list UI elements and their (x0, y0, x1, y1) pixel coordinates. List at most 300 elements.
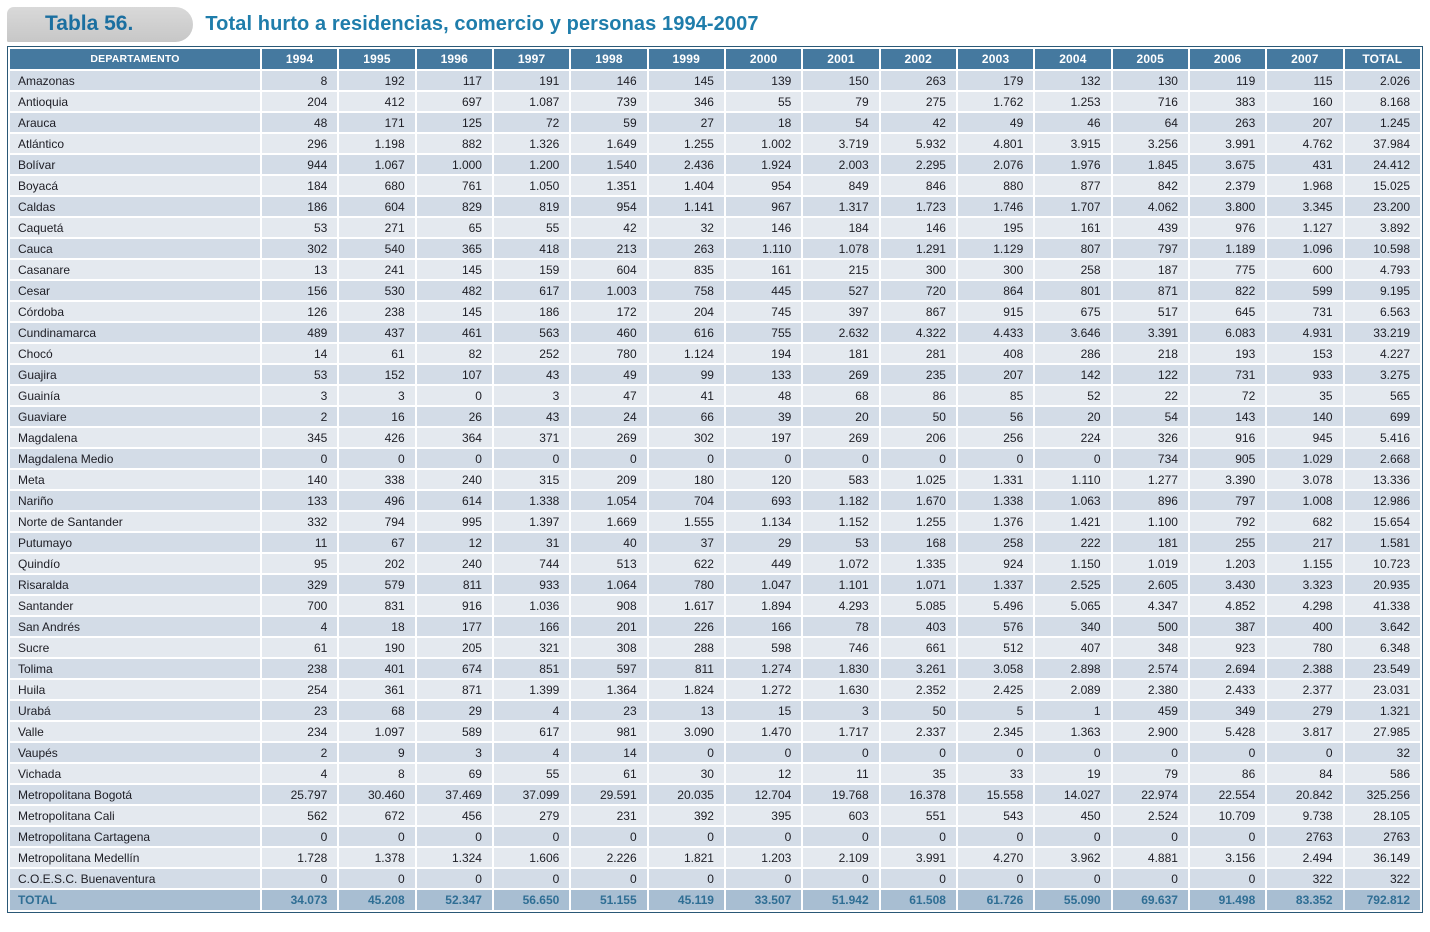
value-cell: 364 (417, 428, 492, 447)
value-cell: 461 (417, 323, 492, 342)
value-cell: 23.549 (1345, 659, 1420, 678)
value-cell: 4.270 (958, 848, 1033, 867)
value-cell: 1.087 (494, 92, 569, 111)
value-cell: 0 (649, 743, 724, 762)
value-cell: 238 (262, 659, 337, 678)
value-cell: 933 (1267, 365, 1342, 384)
value-cell: 0 (417, 386, 492, 405)
table-row (10, 176, 1420, 195)
value-cell: 563 (494, 323, 569, 342)
value-cell: 23.031 (1345, 680, 1420, 699)
value-cell: 2763 (1345, 827, 1420, 846)
department-cell: Casanare (10, 260, 260, 279)
value-cell: 1.274 (726, 659, 801, 678)
value-cell: 326 (1113, 428, 1188, 447)
value-cell: 3.345 (1267, 197, 1342, 216)
value-cell: 322 (1267, 869, 1342, 888)
value-cell: 924 (958, 554, 1033, 573)
department-cell: Meta (10, 470, 260, 489)
department-cell: Arauca (10, 113, 260, 132)
value-cell: 258 (1035, 260, 1110, 279)
department-cell: Cauca (10, 239, 260, 258)
value-cell: 460 (571, 323, 646, 342)
value-cell: 240 (417, 554, 492, 573)
value-cell: 604 (571, 260, 646, 279)
value-cell: 15.558 (958, 785, 1033, 804)
value-cell: 1.364 (571, 680, 646, 699)
value-cell: 12 (726, 764, 801, 783)
value-cell: 540 (339, 239, 414, 258)
value-cell: 54 (1113, 407, 1188, 426)
value-cell: 2763 (1267, 827, 1342, 846)
department-cell: Bolívar (10, 155, 260, 174)
value-cell: 32 (649, 218, 724, 237)
value-cell: 27.985 (1345, 722, 1420, 741)
value-cell: 456 (417, 806, 492, 825)
value-cell: 145 (417, 302, 492, 321)
value-cell: 0 (1035, 449, 1110, 468)
value-cell: 43 (494, 407, 569, 426)
value-cell: 0 (339, 827, 414, 846)
value-cell: 15.654 (1345, 512, 1420, 531)
value-cell: 1.253 (1035, 92, 1110, 111)
value-cell: 0 (1113, 827, 1188, 846)
value-cell: 1.670 (881, 491, 956, 510)
value-cell: 9 (339, 743, 414, 762)
value-cell: 4.293 (803, 596, 878, 615)
value-cell: 1.331 (958, 470, 1033, 489)
value-cell: 42 (881, 113, 956, 132)
column-header: 2007 (1267, 49, 1342, 69)
value-cell: 1.821 (649, 848, 724, 867)
value-cell: 496 (339, 491, 414, 510)
column-header: 2004 (1035, 49, 1110, 69)
department-cell: Caldas (10, 197, 260, 216)
value-cell: 0 (726, 869, 801, 888)
value-cell: 209 (571, 470, 646, 489)
value-cell: 49 (958, 113, 1033, 132)
table-row (10, 260, 1420, 279)
value-cell: 4.801 (958, 134, 1033, 153)
value-cell: 0 (262, 869, 337, 888)
value-cell: 387 (1190, 617, 1265, 636)
value-cell: 3 (339, 386, 414, 405)
value-cell: 156 (262, 281, 337, 300)
value-cell: 117 (417, 71, 492, 90)
value-cell: 1.000 (417, 155, 492, 174)
table-row (10, 239, 1420, 258)
value-cell: 822 (1190, 281, 1265, 300)
value-cell: 1.968 (1267, 176, 1342, 195)
value-cell: 329 (262, 575, 337, 594)
value-cell: 3.430 (1190, 575, 1265, 594)
value-cell: 1.845 (1113, 155, 1188, 174)
value-cell: 0 (958, 743, 1033, 762)
value-cell: 161 (726, 260, 801, 279)
value-cell: 1.101 (803, 575, 878, 594)
value-cell: 1.150 (1035, 554, 1110, 573)
value-cell: 2.003 (803, 155, 878, 174)
total-value-cell: 55.090 (1035, 890, 1110, 910)
value-cell: 797 (1113, 239, 1188, 258)
value-cell: 4.062 (1113, 197, 1188, 216)
table-row (10, 575, 1420, 594)
value-cell: 2.574 (1113, 659, 1188, 678)
value-cell: 27 (649, 113, 724, 132)
value-cell: 704 (649, 491, 724, 510)
value-cell: 66 (649, 407, 724, 426)
value-cell: 213 (571, 239, 646, 258)
value-cell: 300 (881, 260, 956, 279)
department-cell: Huila (10, 680, 260, 699)
value-cell: 1.606 (494, 848, 569, 867)
value-cell: 0 (339, 449, 414, 468)
value-cell: 2.379 (1190, 176, 1265, 195)
department-cell: Santander (10, 596, 260, 615)
value-cell: 365 (417, 239, 492, 258)
value-cell: 275 (881, 92, 956, 111)
value-cell: 0 (571, 869, 646, 888)
value-cell: 954 (726, 176, 801, 195)
value-cell: 0 (803, 827, 878, 846)
value-cell: 11 (803, 764, 878, 783)
value-cell: 1.728 (262, 848, 337, 867)
value-cell: 867 (881, 302, 956, 321)
value-cell: 908 (571, 596, 646, 615)
value-cell: 811 (649, 659, 724, 678)
value-cell: 2.605 (1113, 575, 1188, 594)
value-cell: 792 (1190, 512, 1265, 531)
value-cell: 28.105 (1345, 806, 1420, 825)
table-row (10, 407, 1420, 426)
value-cell: 459 (1113, 701, 1188, 720)
value-cell: 82 (417, 344, 492, 363)
value-cell: 1.198 (339, 134, 414, 153)
value-cell: 395 (726, 806, 801, 825)
value-cell: 604 (339, 197, 414, 216)
value-cell: 30 (649, 764, 724, 783)
value-cell: 3.256 (1113, 134, 1188, 153)
value-cell: 1.110 (1035, 470, 1110, 489)
table-row (10, 92, 1420, 111)
value-cell: 143 (1190, 407, 1265, 426)
value-cell: 758 (649, 281, 724, 300)
department-cell: Guainía (10, 386, 260, 405)
value-cell: 693 (726, 491, 801, 510)
value-cell: 281 (881, 344, 956, 363)
value-cell: 50 (881, 701, 956, 720)
value-cell: 915 (958, 302, 1033, 321)
value-cell: 1.326 (494, 134, 569, 153)
value-cell: 1.054 (571, 491, 646, 510)
value-cell: 1.338 (958, 491, 1033, 510)
value-cell: 72 (494, 113, 569, 132)
value-cell: 263 (649, 239, 724, 258)
value-cell: 24.412 (1345, 155, 1420, 174)
department-cell: Vichada (10, 764, 260, 783)
value-cell: 40 (571, 533, 646, 552)
table-row (10, 365, 1420, 384)
value-cell: 5.428 (1190, 722, 1265, 741)
value-cell: 42 (571, 218, 646, 237)
value-cell: 1.200 (494, 155, 569, 174)
value-cell: 61 (571, 764, 646, 783)
value-cell: 32 (1345, 743, 1420, 762)
value-cell: 3.391 (1113, 323, 1188, 342)
value-cell: 361 (339, 680, 414, 699)
department-cell: Magdalena Medio (10, 449, 260, 468)
value-cell: 12 (417, 533, 492, 552)
value-cell: 1.378 (339, 848, 414, 867)
value-cell: 967 (726, 197, 801, 216)
value-cell: 0 (958, 449, 1033, 468)
table-row (10, 302, 1420, 321)
column-header: TOTAL (1345, 49, 1420, 69)
column-header: 1994 (262, 49, 337, 69)
value-cell: 2.089 (1035, 680, 1110, 699)
value-cell: 2.668 (1345, 449, 1420, 468)
value-cell: 1.762 (958, 92, 1033, 111)
department-cell: Antioquia (10, 92, 260, 111)
value-cell: 65 (417, 218, 492, 237)
value-cell: 1 (1035, 701, 1110, 720)
value-cell: 1.029 (1267, 449, 1342, 468)
value-cell: 431 (1267, 155, 1342, 174)
value-cell: 576 (958, 617, 1033, 636)
value-cell: 340 (1035, 617, 1110, 636)
value-cell: 159 (494, 260, 569, 279)
value-cell: 780 (571, 344, 646, 363)
value-cell: 191 (494, 71, 569, 90)
value-cell: 1.036 (494, 596, 569, 615)
value-cell: 1.291 (881, 239, 956, 258)
value-cell: 674 (417, 659, 492, 678)
value-cell: 192 (339, 71, 414, 90)
value-cell: 46 (1035, 113, 1110, 132)
value-cell: 1.555 (649, 512, 724, 531)
department-cell: Tolima (10, 659, 260, 678)
value-cell: 29.591 (571, 785, 646, 804)
value-cell: 1.894 (726, 596, 801, 615)
value-cell: 0 (649, 827, 724, 846)
value-cell: 603 (803, 806, 878, 825)
value-cell: 0 (803, 869, 878, 888)
value-cell: 864 (958, 281, 1033, 300)
table-row (10, 596, 1420, 615)
value-cell: 450 (1035, 806, 1110, 825)
value-cell: 205 (417, 638, 492, 657)
column-header: 1998 (571, 49, 646, 69)
value-cell: 152 (339, 365, 414, 384)
value-cell: 3.991 (881, 848, 956, 867)
value-cell: 1.134 (726, 512, 801, 531)
department-cell: Norte de Santander (10, 512, 260, 531)
value-cell: 871 (1113, 281, 1188, 300)
value-cell: 55 (494, 218, 569, 237)
department-cell: Guajira (10, 365, 260, 384)
value-cell: 15.025 (1345, 176, 1420, 195)
table-row (10, 680, 1420, 699)
value-cell: 139 (726, 71, 801, 90)
value-cell: 68 (803, 386, 878, 405)
value-cell: 583 (803, 470, 878, 489)
value-cell: 4.762 (1267, 134, 1342, 153)
value-cell: 614 (417, 491, 492, 510)
value-cell: 599 (1267, 281, 1342, 300)
department-cell: Metropolitana Cali (10, 806, 260, 825)
column-header: 1995 (339, 49, 414, 69)
value-cell: 37.469 (417, 785, 492, 804)
value-cell: 10.723 (1345, 554, 1420, 573)
value-cell: 1.129 (958, 239, 1033, 258)
total-value-cell: 45.119 (649, 890, 724, 910)
value-cell: 258 (958, 533, 1033, 552)
department-cell: Amazonas (10, 71, 260, 90)
table-row (10, 701, 1420, 720)
value-cell: 0 (1035, 743, 1110, 762)
value-cell: 3.892 (1345, 218, 1420, 237)
value-cell: 20.035 (649, 785, 724, 804)
department-cell: Vaupés (10, 743, 260, 762)
value-cell: 426 (339, 428, 414, 447)
value-cell: 201 (571, 617, 646, 636)
value-cell: 3.991 (1190, 134, 1265, 153)
value-cell: 598 (726, 638, 801, 657)
value-cell: 2.076 (958, 155, 1033, 174)
value-cell: 4.433 (958, 323, 1033, 342)
value-cell: 8 (339, 764, 414, 783)
table-row (10, 806, 1420, 825)
value-cell: 166 (726, 617, 801, 636)
value-cell: 3.058 (958, 659, 1033, 678)
value-cell: 68 (339, 701, 414, 720)
value-cell: 1.723 (881, 197, 956, 216)
table-row (10, 785, 1420, 804)
value-cell: 1.324 (417, 848, 492, 867)
value-cell: 2.425 (958, 680, 1033, 699)
value-cell: 43 (494, 365, 569, 384)
value-cell: 882 (417, 134, 492, 153)
value-cell: 1.335 (881, 554, 956, 573)
value-cell: 2 (262, 743, 337, 762)
value-cell: 0 (417, 449, 492, 468)
value-cell: 0 (494, 827, 569, 846)
value-cell: 517 (1113, 302, 1188, 321)
value-cell: 41.338 (1345, 596, 1420, 615)
value-cell: 179 (958, 71, 1033, 90)
value-cell: 1.203 (726, 848, 801, 867)
value-cell: 315 (494, 470, 569, 489)
value-cell: 0 (571, 827, 646, 846)
value-cell: 14 (262, 344, 337, 363)
value-cell: 84 (1267, 764, 1342, 783)
value-cell: 126 (262, 302, 337, 321)
value-cell: 184 (262, 176, 337, 195)
value-cell: 115 (1267, 71, 1342, 90)
value-cell: 0 (1267, 743, 1342, 762)
value-cell: 1.272 (726, 680, 801, 699)
value-cell: 207 (1267, 113, 1342, 132)
value-cell: 15 (726, 701, 801, 720)
value-cell: 1.707 (1035, 197, 1110, 216)
value-cell: 172 (571, 302, 646, 321)
value-cell: 20.935 (1345, 575, 1420, 594)
value-cell: 61 (339, 344, 414, 363)
value-cell: 1.746 (958, 197, 1033, 216)
value-cell: 933 (494, 575, 569, 594)
value-cell: 122 (1113, 365, 1188, 384)
value-cell: 0 (262, 449, 337, 468)
value-cell: 338 (339, 470, 414, 489)
value-cell: 661 (881, 638, 956, 657)
value-cell: 1.255 (649, 134, 724, 153)
value-cell: 1.072 (803, 554, 878, 573)
value-cell: 697 (417, 92, 492, 111)
value-cell: 332 (262, 512, 337, 531)
value-cell: 1.376 (958, 512, 1033, 531)
value-cell: 254 (262, 680, 337, 699)
table-row (10, 470, 1420, 489)
table-row (10, 323, 1420, 342)
value-cell: 1.064 (571, 575, 646, 594)
total-value-cell: 61.508 (881, 890, 956, 910)
value-cell: 41 (649, 386, 724, 405)
table-row (10, 722, 1420, 741)
value-cell: 0 (494, 449, 569, 468)
value-cell: 22.974 (1113, 785, 1188, 804)
header-row (10, 49, 1420, 69)
value-cell: 202 (339, 554, 414, 573)
value-cell: 186 (262, 197, 337, 216)
table-row (10, 659, 1420, 678)
value-cell: 976 (1190, 218, 1265, 237)
value-cell: 755 (726, 323, 801, 342)
value-cell: 3.719 (803, 134, 878, 153)
value-cell: 6.563 (1345, 302, 1420, 321)
value-cell: 589 (417, 722, 492, 741)
value-cell: 0 (881, 869, 956, 888)
column-header: 2001 (803, 49, 878, 69)
table-row (10, 428, 1420, 447)
value-cell: 133 (262, 491, 337, 510)
value-cell: 9.195 (1345, 281, 1420, 300)
value-cell: 346 (649, 92, 724, 111)
value-cell: 2.694 (1190, 659, 1265, 678)
value-cell: 22.554 (1190, 785, 1265, 804)
value-cell: 322 (1345, 869, 1420, 888)
value-cell: 849 (803, 176, 878, 195)
total-value-cell: 56.650 (494, 890, 569, 910)
department-cell: Nariño (10, 491, 260, 510)
value-cell: 37 (649, 533, 724, 552)
value-cell: 8.168 (1345, 92, 1420, 111)
value-cell: 586 (1345, 764, 1420, 783)
value-cell: 4 (262, 617, 337, 636)
department-cell: Metropolitana Bogotá (10, 785, 260, 804)
value-cell: 397 (803, 302, 878, 321)
value-cell: 1.317 (803, 197, 878, 216)
value-cell: 4 (494, 743, 569, 762)
value-cell: 513 (571, 554, 646, 573)
value-cell: 954 (571, 197, 646, 216)
table-row (10, 197, 1420, 216)
value-cell: 269 (803, 365, 878, 384)
value-cell: 33.219 (1345, 323, 1420, 342)
value-cell: 1.063 (1035, 491, 1110, 510)
value-cell: 672 (339, 806, 414, 825)
value-cell: 775 (1190, 260, 1265, 279)
value-cell: 0 (881, 827, 956, 846)
